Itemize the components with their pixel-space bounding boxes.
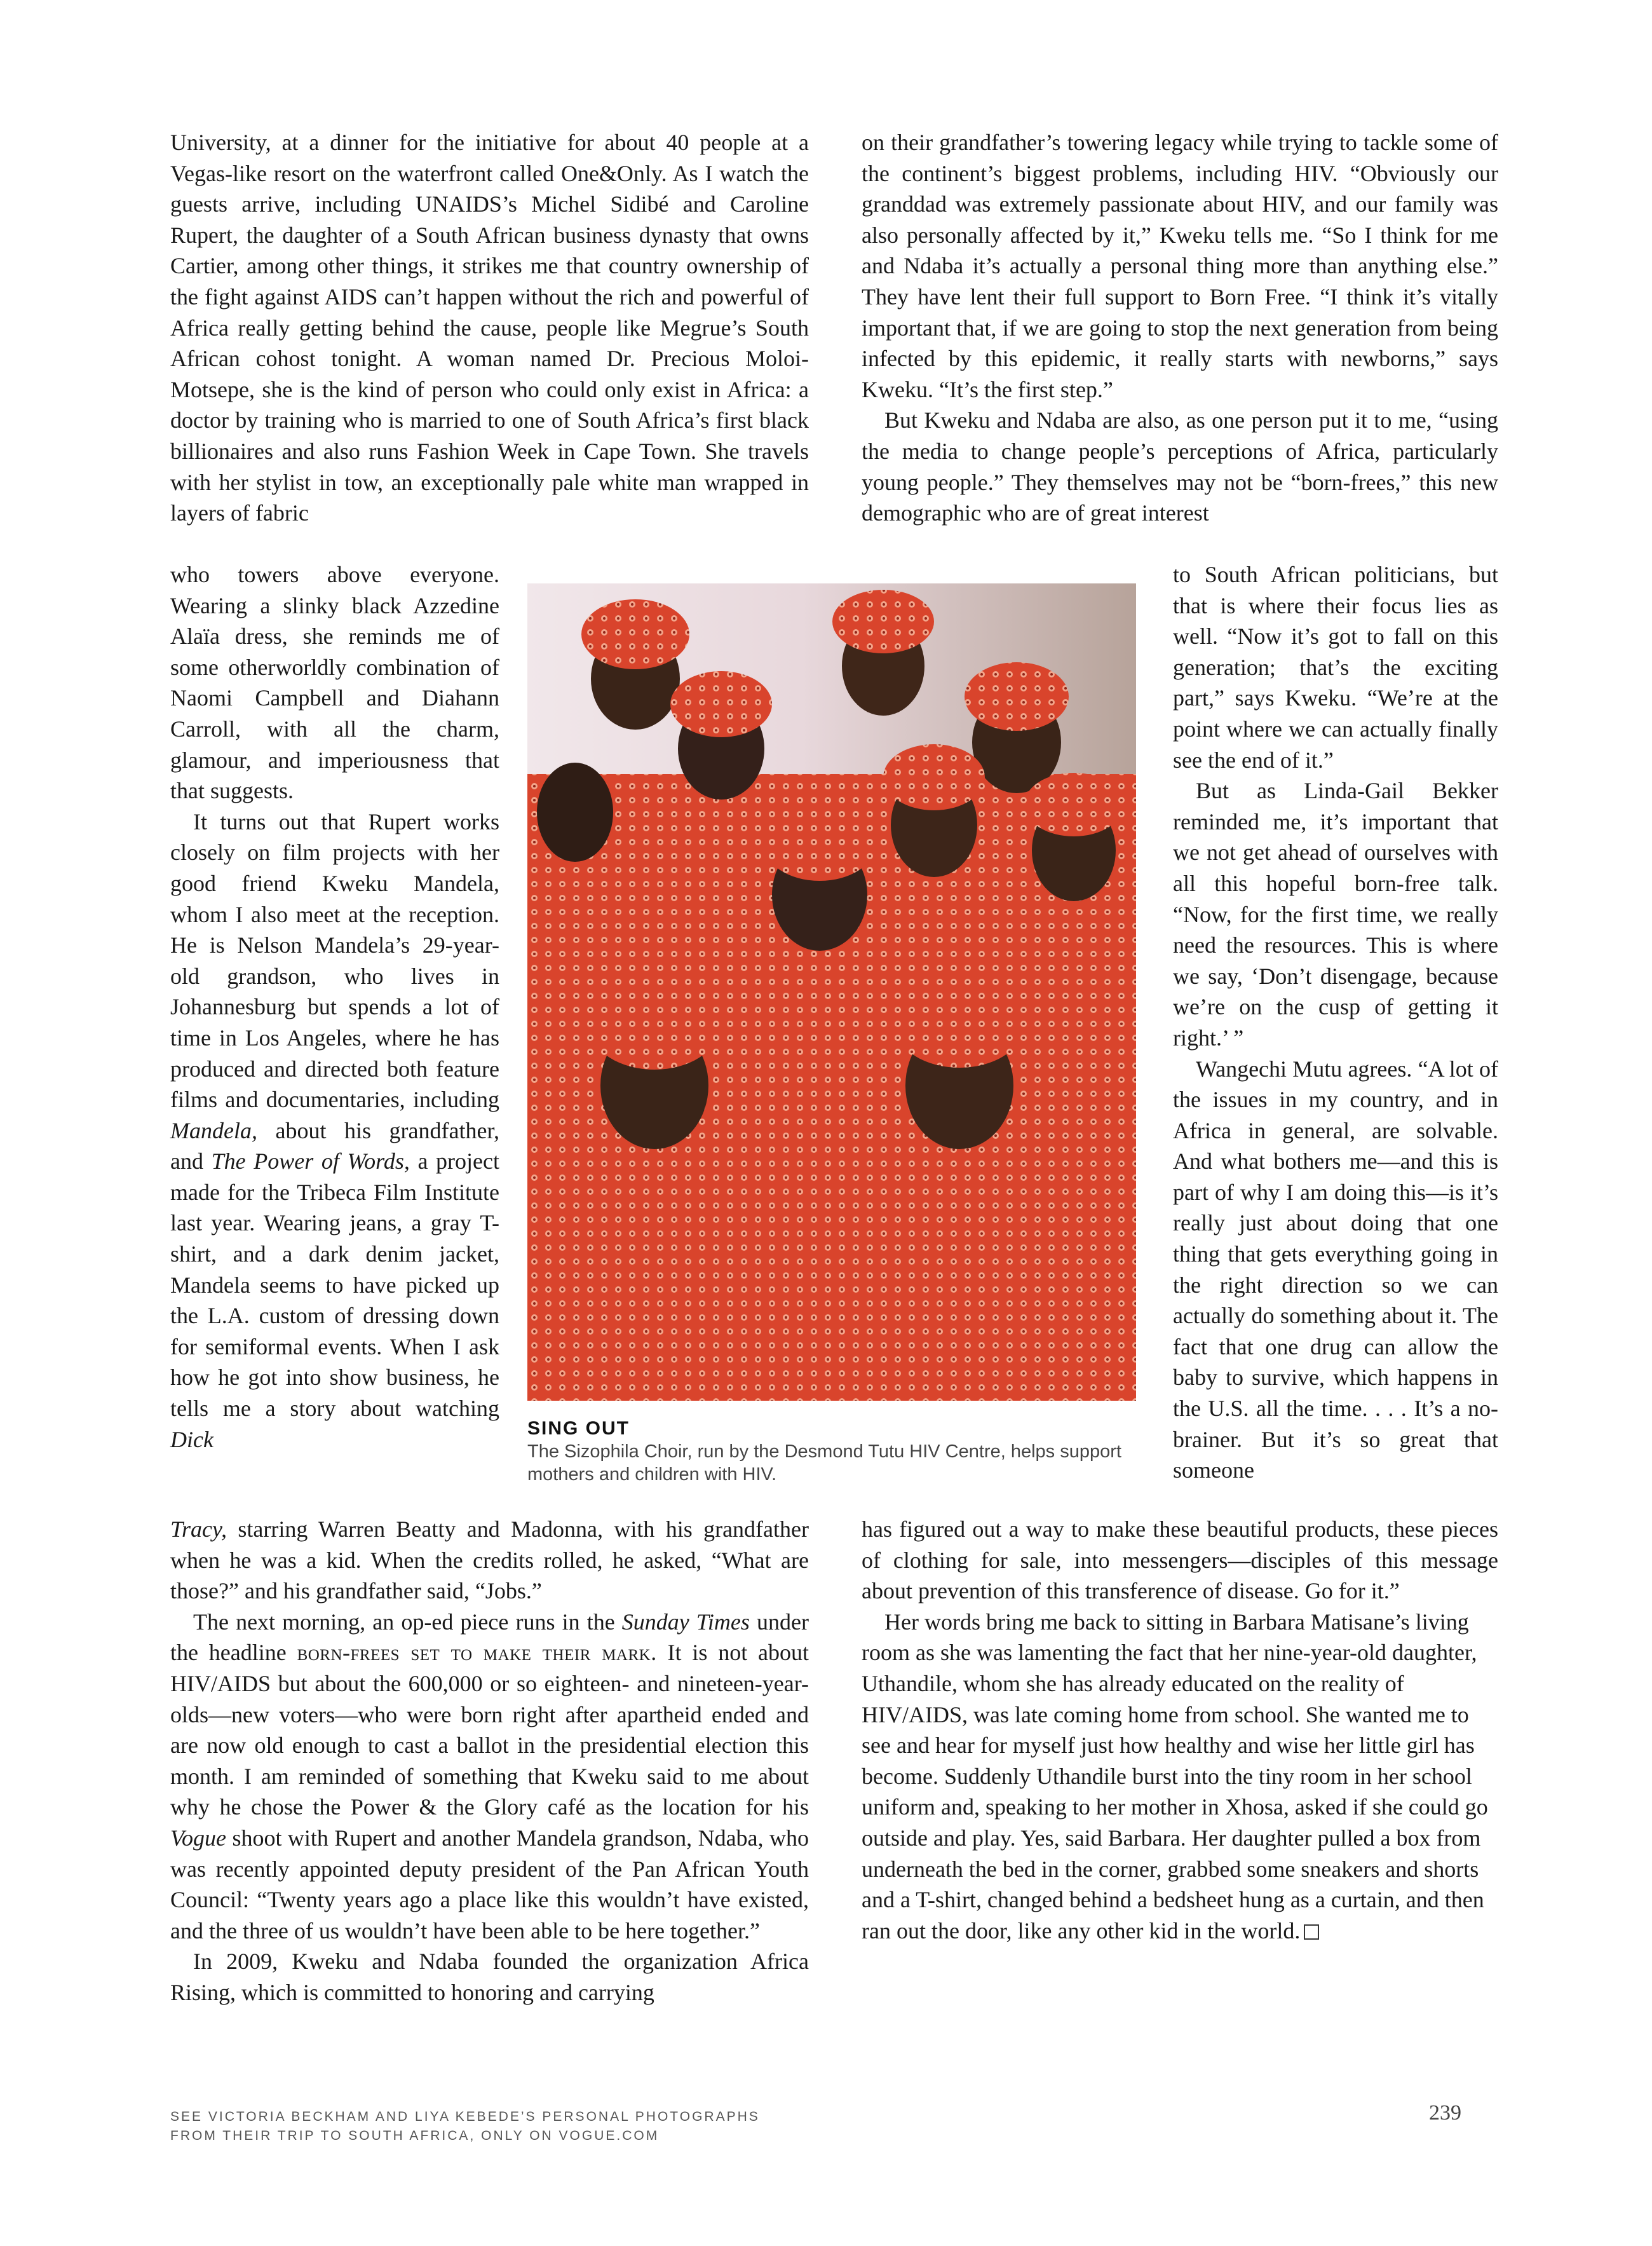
footer-note-line: FROM THEIR TRIP TO SOUTH AFRICA, ONLY ON VOGUE.COM bbox=[170, 2128, 660, 2143]
paragraph: to South African politicians, but that is where their focus lies as well. “Now it’s got to fall on this generation; that’s the exciting part,” says Kweku. “We’re at the point where we can actually finally see the end of it.” bbox=[1173, 562, 1498, 773]
choir-illustration bbox=[527, 583, 1136, 1401]
footer-note-line: SEE VICTORIA BECKHAM AND LIYA KEBEDE’S PERSONAL PHOTOGRAPHS bbox=[170, 2109, 760, 2124]
right-column-narrow bbox=[1173, 559, 1498, 1486]
left-column-top bbox=[170, 127, 809, 529]
end-mark-icon bbox=[1304, 1924, 1319, 1940]
paragraph: on their grandfather’s towering legacy while trying to tackle some of the continent’s biggest problems, including HIV. “Obviously our granddad was extremely passionate about HIV, and our family was also personally affected by it,” Kweku tells me. “So I think for me and Ndaba it’s actually a personal thing more than anything else.” They have lent their full support to Born Free. “I think it’s vitally important that, if we are going to stop the next generation from being infected by this epidemic, it really starts with newborns,” says Kweku. “It’s the first step.” bbox=[862, 130, 1498, 402]
paragraph bbox=[170, 1514, 809, 1607]
italic-title: Sunday Times bbox=[621, 1609, 750, 1635]
page-number: 239 bbox=[1429, 2101, 1461, 2125]
italic-title: Vogue bbox=[170, 1825, 226, 1851]
left-column-bottom bbox=[170, 1514, 809, 2008]
caption-text: The Sizophila Choir, run by the Desmond Tutu HIV Centre, helps support mothers and children with HIV. bbox=[527, 1441, 1121, 1485]
italic-title: The Power of Words, bbox=[211, 1148, 410, 1174]
text-run: shoot with Rupert and another Mandela grandson, Ndaba, who was recently appointed deputy president of the Pan African Youth Council: “Twenty years ago a place like this wouldn’t have existed, and the three of us wouldn’t have been able to be here together.” bbox=[170, 1825, 809, 1943]
paragraph bbox=[170, 807, 499, 1455]
paragraph: who towers above everyone. Wearing a slinky black Azzedine Alaïa dress, she reminds me of some otherworldly combination of Naomi Campbell and Diahann Carroll, with all the charm, glamour, and imperiousness that that suggests. bbox=[170, 562, 499, 804]
caption-heading: SING OUT bbox=[527, 1418, 630, 1439]
text-run: It turns out that Rupert works closely on film projects with her good friend Kweku Mandela, whom I also meet at the reception. He is Nelson Mandela’s 29-year-old grandson, who lives in Johannesburg but spends a lot of time in Los Angeles, where he has produced and directed both feature films and documentaries, including bbox=[170, 808, 499, 1113]
footer-note bbox=[170, 2107, 869, 2146]
text-run: starring Warren Beatty and Madonna, with his grandfather when he was a kid. When the credits rolled, he asked, “What are those?” and his grandfather said, “Jobs.” bbox=[170, 1516, 809, 1604]
paragraph: Wangechi Mutu agrees. “A lot of the issues in my country, and in Africa in general, are solvable. And what bothers me—and this is part of why I am doing this—is it’s really just about doing that one thing that gets everything going in the right direction so we can actually do something about it. The fact that one drug can allow the baby to survive, which happens in the U.S. all the time. . . . It’s a no-brainer. But it’s so great that someone bbox=[1173, 1056, 1498, 1483]
photo-caption bbox=[527, 1417, 1137, 1486]
text-run: The next morning, an op-ed piece runs in the bbox=[193, 1609, 622, 1635]
choir-photo bbox=[527, 583, 1136, 1401]
text-run: about his grandfather, and bbox=[170, 1117, 499, 1174]
paragraph: In 2009, Kweku and Ndaba founded the organization Africa Rising, which is committed to honoring and carrying bbox=[170, 1949, 809, 2005]
paragraph bbox=[170, 1607, 809, 1947]
italic-title: Tracy, bbox=[170, 1516, 227, 1542]
paragraph: has figured out a way to make these beautiful products, these pieces of clothing for sale, into messengers—disciples of this message about prevention of this transference of disease. Go for it.” bbox=[862, 1516, 1498, 1604]
paragraph: But as Linda-Gail Bekker reminded me, it’s important that we not get ahead of ourselves with all this hopeful born-free talk. “Now, for the first time, we really need the resources. This is where we say, ‘Don’t disengage, because we’re on the cusp of getting it right.’ ” bbox=[1173, 778, 1498, 1051]
paragraph: But Kweku and Ndaba are also, as one person put it to me, “using the media to change people’s perceptions of Africa, particularly young people.” They themselves may not be “born-frees,” this new demographic who are of great interest bbox=[862, 407, 1498, 526]
left-column-narrow bbox=[170, 559, 499, 1455]
italic-title: Mandela, bbox=[170, 1117, 257, 1143]
text-run: under the headline bbox=[170, 1609, 809, 1666]
italic-title: Dick bbox=[170, 1426, 213, 1452]
right-column-bottom bbox=[862, 1514, 1498, 1946]
text-run: Her words bring me back to sitting in Barbara Matisane’s living room as she was lamenting the fact that her nine-year-old daughter, Uthandile, whom she has already educated on the reality of HIV/AIDS, was late coming home from school. She wanted me to see and hear for myself just how healthy and wise her little girl has become. Suddenly Uthandile burst into the tiny room in her school uniform and, speaking to her mother in Xhosa, asked if she could go outside and play. Yes, said Barbara. Her daughter pulled a box from underneath the bed in the corner, grabbed some sneakers and shorts and a T-shirt, changed behind a bedsheet hung as a curtain, and then ran out the door, like any other kid in the world. bbox=[862, 1609, 1488, 1943]
headline-small-caps: born-frees set to make their mark. bbox=[297, 1640, 657, 1666]
text-run: It is not about HIV/AIDS but about the 600,000 or so eighteen- and nineteen-year-olds—new voters—who were born right after apartheid ended and are now old enough to cast a ballot in the presidential election this month. I am reminded of something that Kweku said to me about why he chose the Power & the Glory café as the location for his bbox=[170, 1640, 809, 1820]
paragraph: University, at a dinner for the initiative for about 40 people at a Vegas-like resort on the waterfront called One&Only. As I watch the guests arrive, including UNAIDS’s Michel Sidibé and Caroline Rupert, the daughter of a South African business dynasty that owns Cartier, among other things, it strikes me that country ownership of the fight against AIDS can’t happen without the rich and powerful of Africa really getting behind the cause, people like Megrue’s South African cohost tonight. A woman named Dr. Precious Moloi-Motsepe, she is the kind of person who could only exist in Africa: a doctor by training who is married to one of South Africa’s first black billionaires and also runs Fashion Week in Cape Town. She travels with her stylist in tow, an exceptionally pale white man wrapped in layers of fabric bbox=[170, 130, 809, 526]
right-column-top bbox=[862, 127, 1498, 529]
paragraph bbox=[862, 1607, 1498, 1947]
text-run: a project made for the Tribeca Film Institute last year. Wearing jeans, a gray T-shirt, and a dark denim jacket, Mandela seems to have picked up the L.A. custom of dressing down for semiformal events. When I ask how he got into show business, he tells me a story about watching bbox=[170, 1148, 499, 1422]
